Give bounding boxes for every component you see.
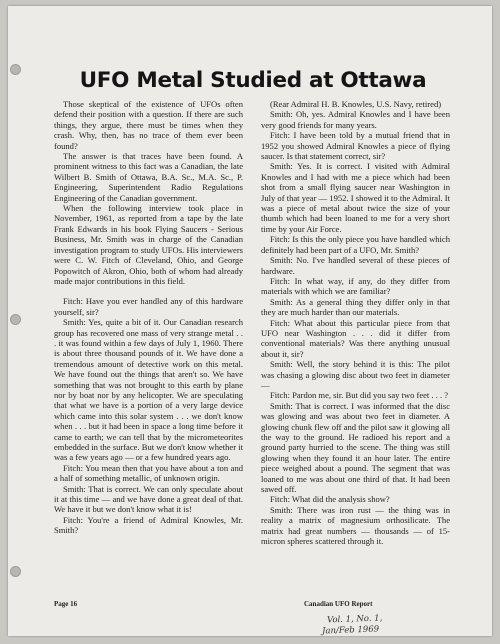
publication-name: Canadian UFO Report xyxy=(304,600,373,608)
punch-hole xyxy=(10,566,21,577)
paragraph: Fitch: I have been told by a mutual friend that in 1952 you showed Admiral Knowles a piece of flying saucer. Is that statement correct, sir? xyxy=(261,130,450,162)
paragraph: Fitch: What did the analysis show? xyxy=(270,494,390,505)
paragraph: Fitch: In what way, if any, do they differ from materials with which we are familiar? xyxy=(261,275,450,297)
paragraph: Smith: Yes, quite a bit of it. Our Canadian research group has recovered one mass of very strange metal . . . it was found within a few days of July 1, 1960. There is about three thousand pounds of it. We have done a tremendous amount of detective work on this metal. We have found out the things that aren't so. We have something that was not brought to this earth by plane nor by boat nor by any helicopter. We are speculating that what we have is a portion of a very large device which came into this solar system . . . we don't know when . . . but it had been in space a long time before it came to earth; we can tell that by the micrometeorites embedded in the surface. But we don't know whether it was a few years ago — or a few hundred years ago. xyxy=(54,317,243,463)
right-column xyxy=(261,99,450,546)
paragraph: Smith: Well, the story behind it is this: The pilot was chasing a glowing disc about two feet in diameter — xyxy=(261,359,450,390)
paragraph: The answer is that traces have been found. A prominent witness to this fact was a Canadian, the late Wilbert B. Smith of Ottawa, B.A. Sc., M.A. Sc., P. Engineering, Superintendent Radio Regulations Engineering of the Canadian government. xyxy=(54,151,243,203)
paragraph: Fitch: You mean then that you have about a ton and a half of something metallic, of unknown origin. xyxy=(54,462,243,484)
paragraph: Fitch: Pardon me, sir. But did you say two feet . . . ? xyxy=(270,390,449,401)
handwritten-volume: Vol. 1, No. 1, xyxy=(326,613,383,626)
paragraph: Smith: There was iron rust — the thing was in reality a matrix of magnesium orthosilicate. The matrix had great numbers — thousands — of 15-micron spheres scattered through it. xyxy=(261,504,450,547)
paragraph: Fitch: Have you ever handled any of this hardware yourself, sir? xyxy=(54,296,243,317)
paragraph: Those skeptical of the existence of UFOs often defend their position with a question. If there are such things, they argue, there must be times when they crash. Why, then, has no trace of them ever been found? xyxy=(54,99,243,151)
handwritten-date: Jan/Feb 1969 xyxy=(321,624,380,637)
paragraph: Smith: That is correct. We can only speculate about it at this time — and we have done a great deal of that. We have it but we don't know what it is! xyxy=(54,483,243,515)
article-title: UFO Metal Studied at Ottawa xyxy=(79,68,427,93)
left-column xyxy=(54,99,243,536)
paragraph: Smith: That is correct. I was informed that the disc was glowing and was about two feet in diameter. A glowing chunk flew off and the pilot saw it glowing all the way to the ground. He radioed his report and a ground party hurried to the scene. The thing was still glowing when they found it an hour later. The entire piece weighed about a pound. The segment that was loaned to me was about one third of that. It had been sawed off. xyxy=(261,400,450,495)
paragraph: (Rear Admiral H. B. Knowles, U.S. Navy, retired) xyxy=(270,99,442,109)
paragraph: Smith: As a general thing they differ only in that they are much harder than our materials. xyxy=(261,296,450,318)
paragraph: Smith: Oh, yes. Admiral Knowles and I have been very good friends for many years. xyxy=(261,109,450,130)
paragraph: Fitch: Is this the only piece you have handled which definitely had been part of a UFO, Mr. Smith? xyxy=(261,234,450,255)
punch-hole xyxy=(10,314,21,325)
article-page xyxy=(54,68,452,637)
page-number: Page 16 xyxy=(54,600,78,608)
paragraph: Fitch: What about this particular piece from that UFO near Washington . . . did it differ from conventional materials? Was there anything unusual about it, sir? xyxy=(261,317,450,359)
paragraph: Fitch: You're a friend of Admiral Knowles, Mr. Smith? xyxy=(54,514,243,536)
paragraph: Smith: No. I've handled several of these pieces of hardware. xyxy=(261,255,450,276)
paragraph: When the following interview took place in November, 1961, as reported from a tape by the late Frank Edwards in his book Flying Saucers - Serious Business, Mr. Smith was in charge of the Canadian investigation program to study UFOs. His interviewers were C. W. Fitch of Cleveland, Ohio, and George Popowitch of Akron, Ohio, both of whom had already made major contributions in this field. xyxy=(54,203,243,286)
paragraph: Smith: Yes. It is correct. I visited with Admiral Knowles and I had with me a piece which had been shot from a small flying saucer near Washington in July of that year — 1952. I showed it to the Admiral. It was a piece of metal about twice the size of your thumb which had been loaned to me for a very short time by your Air Force. xyxy=(261,161,450,234)
punch-hole xyxy=(10,64,21,75)
